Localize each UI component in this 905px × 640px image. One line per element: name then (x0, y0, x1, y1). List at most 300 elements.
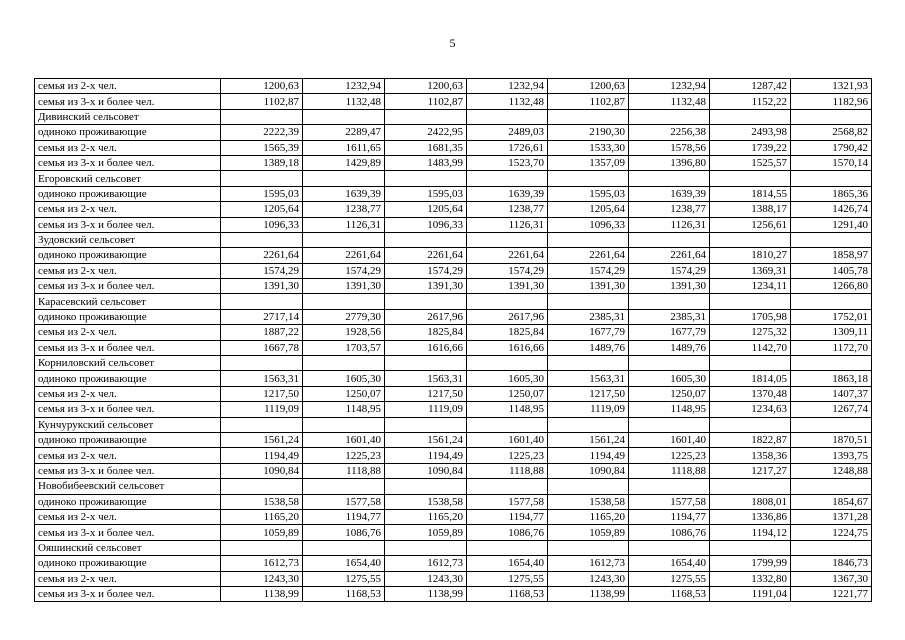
value-cell: 1574,29 (385, 263, 467, 278)
value-cell: 1538,58 (548, 494, 629, 509)
value-cell: 1616,66 (385, 340, 467, 355)
empty-cell (385, 109, 467, 124)
table-row (35, 509, 872, 524)
table-row (35, 79, 872, 94)
empty-cell (303, 232, 385, 247)
empty-cell (791, 232, 872, 247)
value-cell: 2261,64 (385, 248, 467, 263)
empty-cell (303, 540, 385, 555)
value-cell: 1086,76 (629, 525, 710, 540)
value-cell: 1090,84 (385, 463, 467, 478)
value-cell: 1561,24 (385, 432, 467, 447)
value-cell: 1165,20 (221, 509, 303, 524)
empty-cell (710, 356, 791, 371)
value-cell: 1221,77 (791, 586, 872, 601)
value-cell: 1426,74 (791, 202, 872, 217)
value-cell: 1225,23 (303, 448, 385, 463)
empty-cell (303, 294, 385, 309)
value-cell: 1601,40 (629, 432, 710, 447)
table-row (35, 402, 872, 417)
table-row (35, 371, 872, 386)
value-cell: 1118,88 (467, 463, 548, 478)
empty-cell (629, 479, 710, 494)
empty-cell (467, 109, 548, 124)
value-cell: 1391,30 (467, 279, 548, 294)
section-header-row (35, 232, 872, 247)
value-cell: 1574,29 (467, 263, 548, 278)
value-cell: 1090,84 (548, 463, 629, 478)
row-label: семья из 2-х чел. (35, 140, 221, 155)
value-cell: 1369,31 (710, 263, 791, 278)
value-cell: 1808,01 (710, 494, 791, 509)
value-cell: 1165,20 (548, 509, 629, 524)
row-label: семья из 3-х и более чел. (35, 586, 221, 601)
value-cell: 1194,12 (710, 525, 791, 540)
value-cell: 1234,11 (710, 279, 791, 294)
value-cell: 1822,87 (710, 432, 791, 447)
value-cell: 1654,40 (303, 556, 385, 571)
value-cell: 1391,30 (629, 279, 710, 294)
value-cell: 1118,88 (629, 463, 710, 478)
table-row (35, 202, 872, 217)
empty-cell (221, 479, 303, 494)
value-cell: 1238,77 (629, 202, 710, 217)
value-cell: 2489,03 (467, 125, 548, 140)
value-cell: 1846,73 (791, 556, 872, 571)
empty-cell (303, 356, 385, 371)
empty-cell (467, 232, 548, 247)
value-cell: 1148,95 (467, 402, 548, 417)
value-cell: 1371,28 (791, 509, 872, 524)
value-cell: 1119,09 (385, 402, 467, 417)
empty-cell (548, 417, 629, 432)
row-label: семья из 2-х чел. (35, 571, 221, 586)
value-cell: 1752,01 (791, 309, 872, 324)
value-cell: 2717,14 (221, 309, 303, 324)
value-cell: 1138,99 (548, 586, 629, 601)
row-label: семья из 3-х и более чел. (35, 340, 221, 355)
empty-cell (791, 356, 872, 371)
empty-cell (548, 479, 629, 494)
tariff-table (34, 78, 872, 602)
value-cell: 2261,64 (548, 248, 629, 263)
value-cell: 1578,56 (629, 140, 710, 155)
value-cell: 1152,22 (710, 94, 791, 109)
value-cell: 1172,70 (791, 340, 872, 355)
value-cell: 1370,48 (710, 386, 791, 401)
value-cell: 1887,22 (221, 325, 303, 340)
empty-cell (629, 356, 710, 371)
empty-cell (791, 540, 872, 555)
empty-cell (467, 540, 548, 555)
empty-cell (710, 479, 791, 494)
row-label: семья из 2-х чел. (35, 386, 221, 401)
value-cell: 2261,64 (221, 248, 303, 263)
value-cell: 2289,47 (303, 125, 385, 140)
value-cell: 1616,66 (467, 340, 548, 355)
section-name: Егоровский сельсовет (35, 171, 221, 186)
value-cell: 1059,89 (548, 525, 629, 540)
row-label: семья из 2-х чел. (35, 448, 221, 463)
section-name: Кунчурукский сельсовет (35, 417, 221, 432)
value-cell: 1232,94 (629, 79, 710, 94)
value-cell: 1810,27 (710, 248, 791, 263)
row-label: семья из 2-х чел. (35, 263, 221, 278)
value-cell: 1194,49 (221, 448, 303, 463)
table-row (35, 386, 872, 401)
value-cell: 1096,33 (221, 217, 303, 232)
value-cell: 1148,95 (629, 402, 710, 417)
empty-cell (221, 540, 303, 555)
value-cell: 2222,39 (221, 125, 303, 140)
empty-cell (221, 109, 303, 124)
row-label: одиноко проживающие (35, 556, 221, 571)
value-cell: 1126,31 (303, 217, 385, 232)
value-cell: 2190,30 (548, 125, 629, 140)
value-cell: 1250,07 (467, 386, 548, 401)
value-cell: 2256,38 (629, 125, 710, 140)
table-row (35, 494, 872, 509)
table-row (35, 155, 872, 170)
value-cell: 1612,73 (221, 556, 303, 571)
table-row (35, 279, 872, 294)
value-cell: 1389,18 (221, 155, 303, 170)
section-header-row (35, 356, 872, 371)
section-name: Карасевский сельсовет (35, 294, 221, 309)
value-cell: 1483,99 (385, 155, 467, 170)
value-cell: 2385,31 (548, 309, 629, 324)
value-cell: 1205,64 (221, 202, 303, 217)
value-cell: 2261,64 (303, 248, 385, 263)
section-name: Новобибеевский сельсовет (35, 479, 221, 494)
value-cell: 1119,09 (221, 402, 303, 417)
row-label: одиноко проживающие (35, 432, 221, 447)
empty-cell (629, 232, 710, 247)
row-label: семья из 3-х и более чел. (35, 525, 221, 540)
value-cell: 1574,29 (548, 263, 629, 278)
value-cell: 1200,63 (221, 79, 303, 94)
table-row (35, 325, 872, 340)
empty-cell (548, 232, 629, 247)
value-cell: 1595,03 (221, 186, 303, 201)
empty-cell (710, 109, 791, 124)
row-label: семья из 3-х и более чел. (35, 155, 221, 170)
value-cell: 1256,61 (710, 217, 791, 232)
table-row (35, 217, 872, 232)
value-cell: 1407,37 (791, 386, 872, 401)
value-cell: 1854,67 (791, 494, 872, 509)
value-cell: 1814,55 (710, 186, 791, 201)
value-cell: 1577,58 (467, 494, 548, 509)
value-cell: 1396,80 (629, 155, 710, 170)
value-cell: 1243,30 (221, 571, 303, 586)
table-row (35, 140, 872, 155)
value-cell: 1538,58 (221, 494, 303, 509)
value-cell: 1612,73 (548, 556, 629, 571)
value-cell: 1863,18 (791, 371, 872, 386)
value-cell: 1595,03 (548, 186, 629, 201)
value-cell: 1654,40 (467, 556, 548, 571)
row-label: одиноко проживающие (35, 248, 221, 263)
empty-cell (629, 417, 710, 432)
empty-cell (385, 171, 467, 186)
row-label: семья из 3-х и более чел. (35, 402, 221, 417)
value-cell: 1703,57 (303, 340, 385, 355)
value-cell: 1238,77 (303, 202, 385, 217)
value-cell: 1739,22 (710, 140, 791, 155)
value-cell: 1165,20 (385, 509, 467, 524)
section-header-row (35, 171, 872, 186)
value-cell: 1639,39 (467, 186, 548, 201)
value-cell: 1726,61 (467, 140, 548, 155)
value-cell: 1168,53 (303, 586, 385, 601)
empty-cell (710, 540, 791, 555)
row-label: одиноко проживающие (35, 371, 221, 386)
value-cell: 1601,40 (303, 432, 385, 447)
row-label: одиноко проживающие (35, 125, 221, 140)
value-cell: 1790,42 (791, 140, 872, 155)
value-cell: 1595,03 (385, 186, 467, 201)
value-cell: 1102,87 (385, 94, 467, 109)
value-cell: 1865,36 (791, 186, 872, 201)
table-row (35, 263, 872, 278)
empty-cell (221, 232, 303, 247)
empty-cell (710, 171, 791, 186)
value-cell: 1601,40 (467, 432, 548, 447)
value-cell: 1358,36 (710, 448, 791, 463)
value-cell: 1563,31 (221, 371, 303, 386)
value-cell: 1321,93 (791, 79, 872, 94)
value-cell: 1429,89 (303, 155, 385, 170)
section-name: Ояшинский сельсовет (35, 540, 221, 555)
row-label: семья из 3-х и более чел. (35, 463, 221, 478)
value-cell: 1825,84 (385, 325, 467, 340)
value-cell: 1332,80 (710, 571, 791, 586)
value-cell: 1605,30 (467, 371, 548, 386)
value-cell: 1194,77 (629, 509, 710, 524)
table-row (35, 186, 872, 201)
value-cell: 1132,48 (629, 94, 710, 109)
empty-cell (303, 417, 385, 432)
value-cell: 1336,86 (710, 509, 791, 524)
empty-cell (303, 171, 385, 186)
table-row (35, 248, 872, 263)
empty-cell (467, 479, 548, 494)
value-cell: 1605,30 (629, 371, 710, 386)
row-label: семья из 2-х чел. (35, 509, 221, 524)
section-name: Корниловский сельсовет (35, 356, 221, 371)
value-cell: 1126,31 (467, 217, 548, 232)
value-cell: 1561,24 (221, 432, 303, 447)
row-label: семья из 3-х и более чел. (35, 279, 221, 294)
value-cell: 1224,75 (791, 525, 872, 540)
value-cell: 1870,51 (791, 432, 872, 447)
value-cell: 2385,31 (629, 309, 710, 324)
row-label: семья из 3-х и более чел. (35, 217, 221, 232)
value-cell: 1096,33 (385, 217, 467, 232)
empty-cell (385, 232, 467, 247)
table-body (35, 79, 872, 602)
empty-cell (548, 294, 629, 309)
value-cell: 1126,31 (629, 217, 710, 232)
value-cell: 1523,70 (467, 155, 548, 170)
value-cell: 1825,84 (467, 325, 548, 340)
table-row (35, 125, 872, 140)
value-cell: 1574,29 (221, 263, 303, 278)
value-cell: 1096,33 (548, 217, 629, 232)
row-label: семья из 3-х и более чел. (35, 94, 221, 109)
row-label: одиноко проживающие (35, 494, 221, 509)
value-cell: 1243,30 (385, 571, 467, 586)
value-cell: 1667,78 (221, 340, 303, 355)
value-cell: 1391,30 (548, 279, 629, 294)
value-cell: 1489,76 (629, 340, 710, 355)
value-cell: 1705,98 (710, 309, 791, 324)
value-cell: 1238,77 (467, 202, 548, 217)
value-cell: 1814,05 (710, 371, 791, 386)
value-cell: 1234,63 (710, 402, 791, 417)
value-cell: 1611,65 (303, 140, 385, 155)
row-label: одиноко проживающие (35, 309, 221, 324)
value-cell: 1142,70 (710, 340, 791, 355)
value-cell: 1565,39 (221, 140, 303, 155)
value-cell: 1132,48 (303, 94, 385, 109)
value-cell: 1563,31 (385, 371, 467, 386)
value-cell: 1309,11 (791, 325, 872, 340)
value-cell: 1194,77 (467, 509, 548, 524)
value-cell: 1275,55 (467, 571, 548, 586)
value-cell: 1639,39 (629, 186, 710, 201)
empty-cell (629, 109, 710, 124)
value-cell: 1200,63 (385, 79, 467, 94)
value-cell: 1168,53 (467, 586, 548, 601)
value-cell: 1102,87 (221, 94, 303, 109)
table-row (35, 309, 872, 324)
value-cell: 1391,30 (385, 279, 467, 294)
empty-cell (221, 417, 303, 432)
value-cell: 1577,58 (629, 494, 710, 509)
value-cell: 1090,84 (221, 463, 303, 478)
section-header-row (35, 479, 872, 494)
value-cell: 1563,31 (548, 371, 629, 386)
empty-cell (548, 171, 629, 186)
value-cell: 1677,79 (629, 325, 710, 340)
empty-cell (791, 109, 872, 124)
empty-cell (548, 540, 629, 555)
value-cell: 1612,73 (385, 556, 467, 571)
value-cell: 1391,30 (221, 279, 303, 294)
value-cell: 1168,53 (629, 586, 710, 601)
value-cell: 1250,07 (629, 386, 710, 401)
empty-cell (303, 479, 385, 494)
value-cell: 1291,40 (791, 217, 872, 232)
empty-cell (548, 356, 629, 371)
value-cell: 1799,99 (710, 556, 791, 571)
empty-cell (385, 294, 467, 309)
value-cell: 1275,55 (303, 571, 385, 586)
row-label: семья из 2-х чел. (35, 325, 221, 340)
value-cell: 1205,64 (385, 202, 467, 217)
value-cell: 1225,23 (467, 448, 548, 463)
value-cell: 1102,87 (548, 94, 629, 109)
value-cell: 2261,64 (629, 248, 710, 263)
value-cell: 1250,07 (303, 386, 385, 401)
empty-cell (710, 294, 791, 309)
value-cell: 1639,39 (303, 186, 385, 201)
value-cell: 1086,76 (467, 525, 548, 540)
empty-cell (467, 417, 548, 432)
section-name: Зудовский сельсовет (35, 232, 221, 247)
value-cell: 1681,35 (385, 140, 467, 155)
empty-cell (221, 356, 303, 371)
value-cell: 2422,95 (385, 125, 467, 140)
value-cell: 1194,49 (548, 448, 629, 463)
value-cell: 1248,88 (791, 463, 872, 478)
empty-cell (629, 540, 710, 555)
value-cell: 2261,64 (467, 248, 548, 263)
table-row (35, 463, 872, 478)
value-cell: 1148,95 (303, 402, 385, 417)
value-cell: 1217,50 (548, 386, 629, 401)
value-cell: 1118,88 (303, 463, 385, 478)
value-cell: 1489,76 (548, 340, 629, 355)
section-header-row (35, 540, 872, 555)
value-cell: 1287,42 (710, 79, 791, 94)
empty-cell (548, 109, 629, 124)
value-cell: 1191,04 (710, 586, 791, 601)
value-cell: 1059,89 (385, 525, 467, 540)
empty-cell (385, 540, 467, 555)
empty-cell (710, 417, 791, 432)
table-row (35, 432, 872, 447)
empty-cell (710, 232, 791, 247)
empty-cell (791, 294, 872, 309)
value-cell: 1232,94 (467, 79, 548, 94)
table-row (35, 448, 872, 463)
value-cell: 1388,17 (710, 202, 791, 217)
value-cell: 1194,49 (385, 448, 467, 463)
value-cell: 1561,24 (548, 432, 629, 447)
value-cell: 2568,82 (791, 125, 872, 140)
value-cell: 1119,09 (548, 402, 629, 417)
value-cell: 1275,55 (629, 571, 710, 586)
value-cell: 1574,29 (629, 263, 710, 278)
value-cell: 1086,76 (303, 525, 385, 540)
value-cell: 1217,50 (385, 386, 467, 401)
value-cell: 1858,97 (791, 248, 872, 263)
empty-cell (385, 417, 467, 432)
row-label: семья из 2-х чел. (35, 202, 221, 217)
value-cell: 1132,48 (467, 94, 548, 109)
value-cell: 1217,50 (221, 386, 303, 401)
value-cell: 1538,58 (385, 494, 467, 509)
value-cell: 1405,78 (791, 263, 872, 278)
empty-cell (467, 356, 548, 371)
value-cell: 1267,74 (791, 402, 872, 417)
empty-cell (629, 171, 710, 186)
empty-cell (303, 109, 385, 124)
empty-cell (221, 171, 303, 186)
empty-cell (791, 171, 872, 186)
value-cell: 1217,27 (710, 463, 791, 478)
section-header-row (35, 294, 872, 309)
value-cell: 2493,98 (710, 125, 791, 140)
table-row (35, 340, 872, 355)
empty-cell (629, 294, 710, 309)
row-label: одиноко проживающие (35, 186, 221, 201)
value-cell: 1393,75 (791, 448, 872, 463)
value-cell: 1570,14 (791, 155, 872, 170)
